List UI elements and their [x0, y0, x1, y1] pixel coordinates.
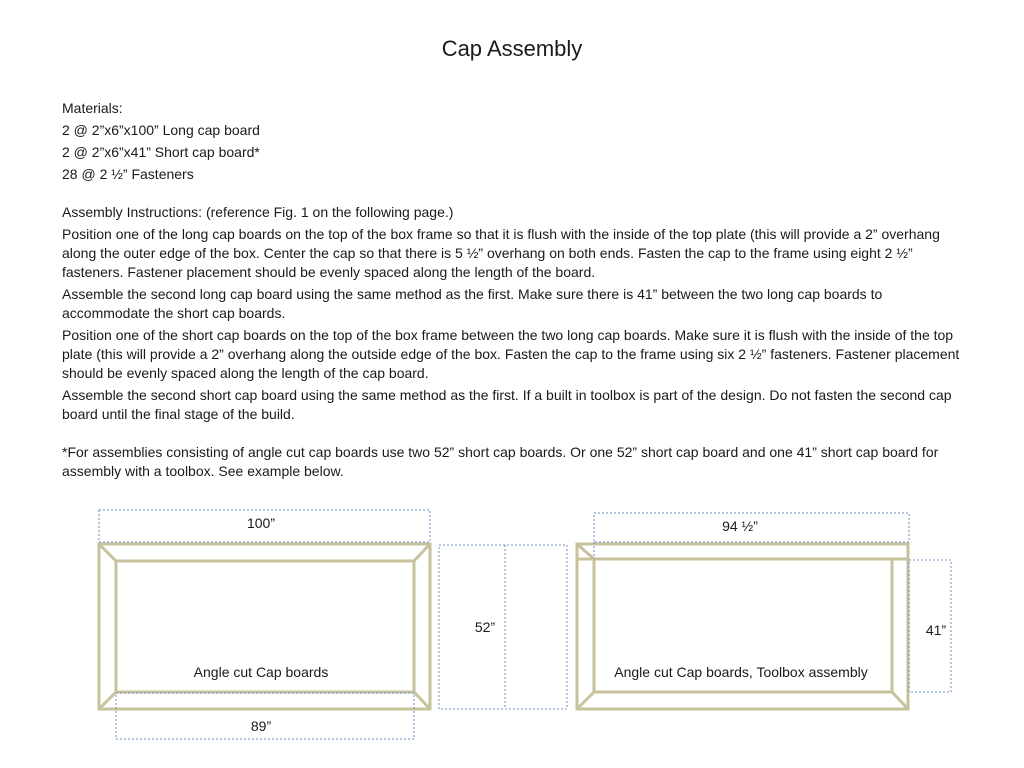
- outer-frame: [99, 544, 430, 709]
- miter-joint: [414, 544, 430, 561]
- instruction-step: Position one of the short cap boards on the top of the box frame between the two long cap boards. Make sure it is flush with the inside of the top plate (this will provide a 2” overhang along the outside edge of the box. Fasten the cap to the frame using six 2 ½” fasteners. Fastener placement should be evenly spaced along the length of the cap board.: [62, 327, 960, 381]
- toolbox-figure: [577, 544, 908, 709]
- miter-joint: [577, 692, 594, 709]
- dimension-label-top: 100”: [246, 515, 276, 531]
- material-item: 2 @ 2”x6”x41” Short cap board*: [62, 144, 260, 160]
- material-item: 2 @ 2”x6”x100” Long cap board: [62, 122, 260, 138]
- miter-joint: [414, 692, 430, 709]
- dimension-label-side: 41”: [925, 622, 947, 638]
- miter-joint: [892, 692, 908, 709]
- figure-caption: Angle cut Cap boards, Toolbox assembly: [614, 664, 868, 680]
- instruction-step: Assemble the second short cap board using the same method as the first. If a built in toolbox is part of the design. Do not fasten the second cap board until the final stage of the build.: [62, 387, 952, 422]
- miter-joint: [577, 544, 594, 559]
- instructions-heading: Assembly Instructions: (reference Fig. 1 on the following page.): [62, 204, 454, 220]
- figure-caption: Angle cut Cap boards: [193, 664, 329, 680]
- miter-joint: [99, 692, 116, 709]
- instruction-step: Position one of the long cap boards on the top of the box frame so that it is flush with the inside of the top plate (this will provide a 2” overhang along the outer edge of the box. Center the cap so that there is 5 ½” overhang on both ends. Fasten the cap to the frame using eight 2 ½” fasteners. Fastener placement should be evenly spaced along the length of the board.: [62, 226, 940, 280]
- side-dimension-box: [439, 545, 567, 709]
- footnote: *For assemblies consisting of angle cut cap boards use two 52” short cap boards. Or one 52” short cap board and one 41” short cap board for assembly with a toolbox. See example below.: [62, 444, 939, 479]
- angle-cut-figure: [99, 544, 430, 709]
- dimension-label-side: 52”: [474, 619, 496, 635]
- dimension-label-top: 94 ½”: [722, 518, 758, 534]
- outer-frame: [577, 544, 908, 709]
- materials-heading: Materials:: [62, 100, 123, 116]
- dimension-label-bottom: 89”: [250, 718, 272, 734]
- page-title: Cap Assembly: [441, 36, 583, 61]
- instruction-step: Assemble the second long cap board using the same method as the first. Make sure there is 41” between the two long cap boards to accommodate the short cap boards.: [62, 286, 883, 321]
- miter-joint: [99, 544, 116, 561]
- material-item: 28 @ 2 ½” Fasteners: [62, 166, 194, 182]
